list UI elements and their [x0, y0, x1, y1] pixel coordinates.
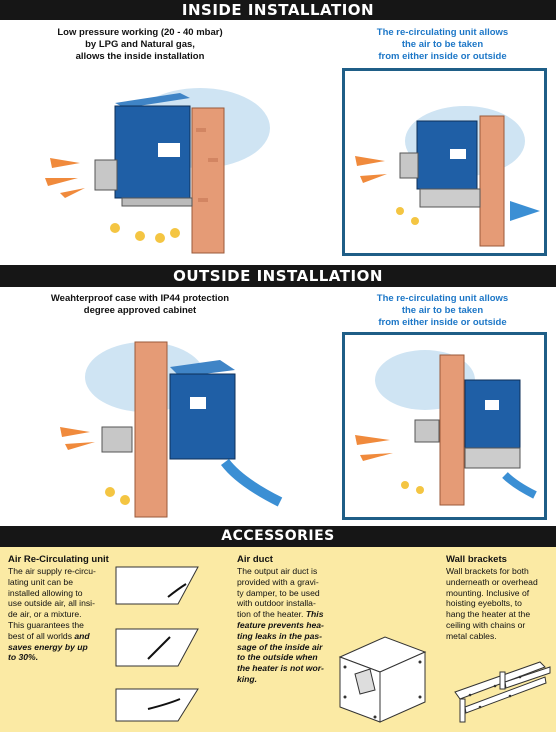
air-duct-drawing	[335, 622, 430, 732]
outside-recirculation-frame	[342, 332, 547, 520]
caption-line: the air to be taken	[401, 39, 484, 50]
text-line: provided with a gravi-	[237, 576, 319, 587]
emphasis-line: This	[305, 609, 324, 620]
text-line: lating unit can be	[8, 576, 73, 587]
duct-text	[237, 566, 337, 685]
emphasis-line: feature prevents hea-	[237, 619, 324, 630]
outside-right-caption	[340, 293, 545, 329]
outside-installation-illustration	[40, 332, 290, 520]
recirc-text	[8, 566, 108, 663]
caption-line: degree approved cabinet	[83, 305, 197, 316]
text-line: with outdoor installa-	[237, 598, 316, 609]
caption-line: the air to be taken	[401, 305, 484, 316]
text-line: hang the heater at the	[446, 609, 531, 620]
brackets-title: Wall brackets	[446, 554, 507, 565]
duct-title: Air duct	[237, 554, 273, 565]
brackets-text	[446, 566, 552, 642]
text-line: The output air duct is	[237, 566, 318, 576]
text-line: metal cables.	[446, 630, 497, 641]
emphasis-line: to the outside when	[237, 652, 318, 663]
text-line: mounting. Inclusive of	[446, 587, 530, 598]
inside-recirculation-frame	[342, 68, 547, 256]
inside-installation-heading: INSIDE INSTALLATION	[0, 0, 556, 20]
caption-line: from either inside or outside	[378, 51, 507, 62]
caption-line: by LPG and Natural gas,	[85, 39, 195, 50]
inside-installation-illustration	[40, 68, 280, 258]
text-line: The air supply re-circu-	[8, 566, 96, 576]
inside-right-caption	[340, 27, 545, 63]
caption-line: Low pressure working (20 - 40 mbar)	[57, 27, 223, 38]
outside-left-caption	[30, 293, 250, 317]
emphasis-line: the heater is not wor-	[237, 663, 324, 674]
text-line: underneath or overhead	[446, 576, 538, 587]
accessories-panel	[0, 547, 556, 732]
text-line: use outside air, all insi-	[8, 598, 95, 609]
text-line: best of all worlds	[8, 630, 73, 641]
caption-line: The re-circulating unit allows	[376, 27, 509, 38]
caption-line: allows the inside installation	[75, 51, 205, 62]
inside-left-caption	[40, 27, 240, 63]
emphasis-line: ting leaks in the pas-	[237, 630, 323, 641]
emphasis-line: to 30%.	[8, 652, 39, 663]
outside-installation-heading: OUTSIDE INSTALLATION	[0, 265, 556, 287]
inside-recirculation-illustration	[345, 71, 544, 253]
emphasis-line: saves energy by up	[8, 641, 88, 652]
outside-recirculation-illustration	[345, 335, 544, 517]
text-line: Wall brackets for both	[446, 566, 529, 576]
emphasis-line: king.	[237, 673, 258, 684]
text-line: ceiling with chains or	[446, 619, 526, 630]
wall-brackets-drawing	[450, 647, 552, 727]
emphasis-line: sage of the inside air	[237, 641, 323, 652]
text-line: hoisting eyebolts, to	[446, 598, 522, 609]
recirc-unit-diagrams	[108, 559, 218, 729]
text-line: installed allowing to	[8, 587, 83, 598]
emphasis-line: and	[74, 630, 90, 641]
caption-line: from either inside or outside	[378, 317, 507, 328]
accessories-heading: ACCESSORIES	[0, 526, 556, 547]
text-line: de air, or a mixture.	[8, 609, 82, 620]
text-line: This guarantees the	[8, 619, 84, 630]
text-line: tion of the heater.	[237, 609, 304, 620]
recirc-title: Air Re-Circulating unit	[8, 554, 109, 565]
caption-line: The re-circulating unit allows	[376, 293, 509, 304]
text-line: ty damper, to be used	[237, 587, 320, 598]
caption-line: Weahterproof case with IP44 protection	[50, 293, 230, 304]
